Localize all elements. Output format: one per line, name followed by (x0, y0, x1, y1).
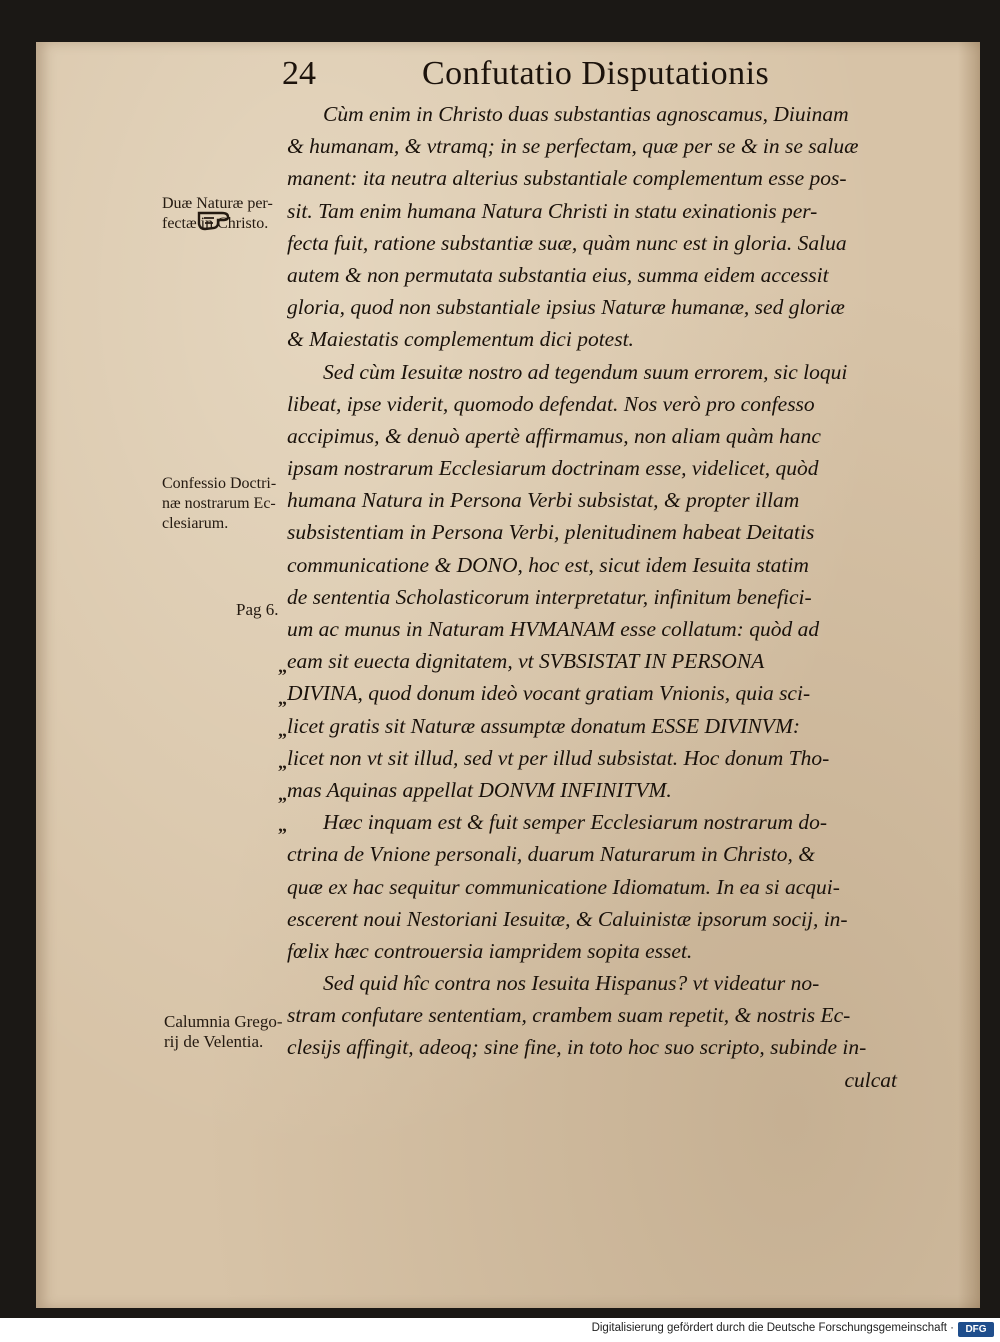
text-line: sit. Tam enim humana Natura Christi in statu exinationis per- (287, 198, 818, 223)
running-title: Confutatio Disputationis (422, 55, 770, 92)
text-line: subsistentiam in Persona Verbi, plenitudinem habeat Deitatis (287, 520, 815, 545)
text-line: Sed quid hîc contra nos Iesuita Hispanus? vt videatur no- (323, 971, 820, 996)
footer-credit: Digitalisierung gefördert durch die Deutsche Forschungsgemeinschaft · (591, 1322, 954, 1334)
page-edge-shadow (958, 42, 980, 1308)
text-line: autem & non permutata substantia eius, summa eidem accessit (287, 262, 829, 287)
quotation-mark: „ (278, 752, 287, 772)
text-line: & Maiestatis complementum dici potest. (287, 327, 634, 352)
marginal-note-line: Duæ Naturæ per- (162, 195, 273, 212)
page-number: 24 (282, 55, 316, 92)
text-line: gloria, quod non substantiale ipsius Naturæ humanæ, sed gloriæ (287, 295, 845, 320)
text-line: Hæc inquam est & fuit semper Ecclesiarum nostrarum do- (323, 810, 828, 835)
marginal-note-line: fectæ in Christo. (162, 215, 269, 232)
text-line: ctrina de Vnione personali, duarum Naturarum in Christo, & (287, 842, 815, 867)
marginal-note-line: Pag 6. (236, 600, 279, 619)
text-line: Cùm enim in Christo duas substantias agnoscamus, Diuinam (323, 102, 849, 126)
text-line: humana Natura in Persona Verbi subsistat, & propter illam (287, 488, 800, 513)
catchword: culcat (844, 1067, 897, 1092)
marginal-note-calumnia (164, 1012, 283, 1052)
text-line: fœlix hæc controuersia iampridem sopita esset. (287, 938, 693, 963)
text-line: accipimus, & denuò apertè affirmamus, non aliam quàm hanc (287, 423, 821, 448)
manicule-icon (196, 207, 232, 235)
text-line: libeat, ipse viderit, quomodo defendat. Nos verò pro confesso (287, 391, 815, 416)
text-line: licet non vt sit illud, sed vt per illud subsistat. Hoc donum Tho- (287, 745, 830, 770)
marginal-note-line: Confessio Doctri- (162, 475, 277, 492)
quotation-mark: „ (278, 784, 287, 804)
marginal-note-line: Calumnia Grego- (164, 1012, 283, 1031)
text-line: quæ ex hac sequitur communicatione Idiomatum. In ea si acqui- (287, 874, 840, 899)
text-line: licet gratis sit Naturæ assumptæ donatum ESSE DIVINVM: (287, 713, 801, 738)
marginal-note-line: rij de Velentia. (164, 1032, 264, 1051)
text-line: & humanam, & vtramq; in se perfectam, quæ per se & in se saluæ (287, 134, 859, 159)
quotation-mark: „ (278, 815, 287, 835)
marginal-note-page-ref (236, 600, 279, 620)
quotation-mark: „ (278, 720, 287, 740)
text-line: clesijs affingit, adeoq; sine fine, in toto hoc suo scripto, subinde in- (287, 1035, 867, 1060)
text-line: fecta fuit, ratione substantiæ suæ, quàm nunc est in gloria. Salua (287, 230, 847, 255)
text-line: ipsam nostrarum Ecclesiarum doctrinam esse, videlicet, quòd (287, 456, 819, 481)
text-line: escerent noui Nestoriani Iesuitæ, & Caluinistæ ipsorum socij, in- (287, 906, 848, 931)
dfg-logo: DFG (958, 1322, 994, 1337)
footer-bar (0, 1318, 1000, 1342)
running-head (282, 55, 802, 99)
body-text (287, 98, 917, 1096)
quotation-mark: „ (278, 656, 287, 676)
text-line: communicatione & DONO, hoc est, sicut idem Iesuita statim (287, 552, 809, 577)
text-line: Sed cùm Iesuitæ nostro ad tegendum suum errorem, sic loqui (323, 359, 848, 384)
text-line: manent: ita neutra alterius substantiale complementum esse pos- (287, 166, 847, 191)
text-line: mas Aquinas appellat DONVM INFINITVM. (287, 777, 672, 802)
text-line: eam sit euecta dignitatem, vt SVBSISTAT IN PERSONA (287, 649, 765, 674)
text-line: de sententia Scholasticorum interpretatur, infinitum benefici- (287, 584, 812, 609)
text-line: DIVINA, quod donum ideò vocant gratiam Vnionis, quia sci- (287, 681, 811, 706)
text-line: um ac munus in Naturam HVMANAM esse collatum: quòd ad (287, 617, 820, 641)
text-line: stram confutare sententiam, crambem suam repetit, & nostris Ec- (287, 1003, 851, 1028)
quotation-mark: „ (278, 688, 287, 708)
marginal-note-line: næ nostrarum Ec- (162, 495, 276, 512)
marginal-note-line: clesiarum. (162, 515, 229, 532)
marginal-note-confessio (162, 474, 276, 534)
